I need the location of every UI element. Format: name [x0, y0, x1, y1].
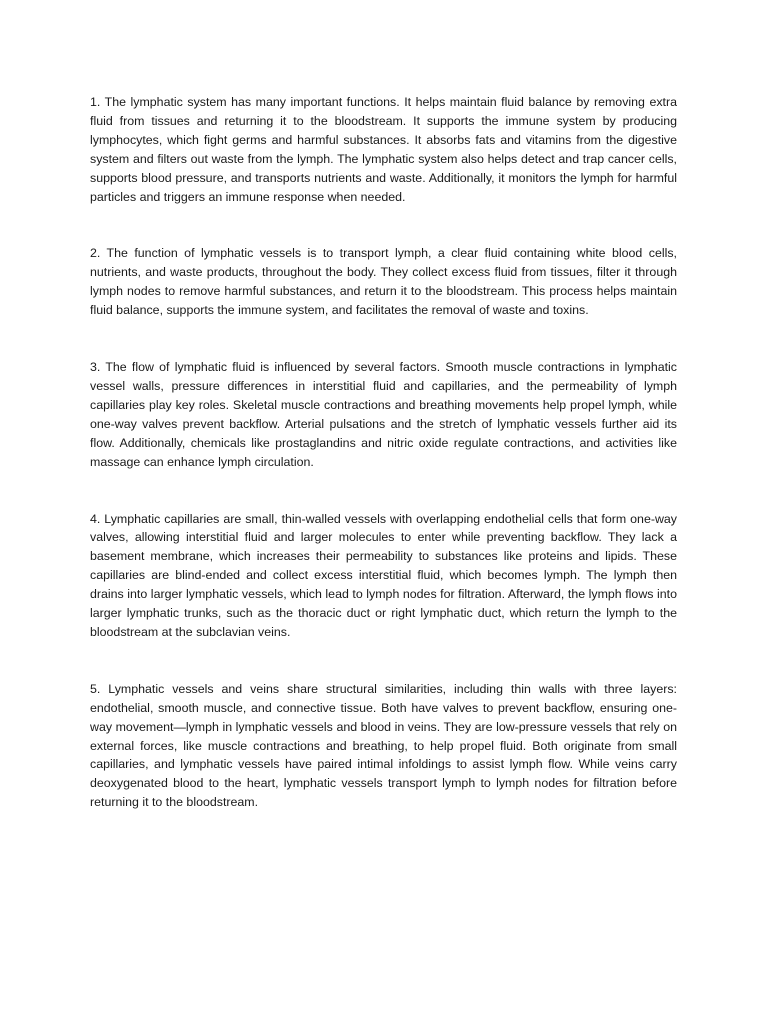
paragraph-4: 4. Lymphatic capillaries are small, thin-walled vessels with overlapping endothelial cells that form one-way valves, allowing interstitial fluid and larger molecules to enter while preventing backflow. They lack a basement membrane, which increases their permeability to substances like proteins and lipids. These capillaries are blind-ended and collect excess interstitial fluid, which becomes lymph. The lymph then drains into larger lymphatic vessels, which lead to lymph nodes for filtration. Afterward, the lymph flows into larger lymphatic trunks, such as the thoracic duct or right lymphatic duct, which return the lymph to the bloodstream at the subclavian veins. — [90, 511, 677, 639]
paragraph-5: 5. Lymphatic vessels and veins share structural similarities, including thin walls with three layers: endothelial, smooth muscle, and connective tissue. Both have valves to prevent backflow, ensuring one-way movement—lymph in lymphatic vessels and blood in veins. They are low-pressure vessels that rely on external forces, like muscle contractions and breathing, to help propel fluid. Both originate from small capillaries, and lymphatic vessels have paired intimal infoldings to assist lymph flow. While veins carry deoxygenated blood to the heart, lymphatic vessels transport lymph to lymph nodes for filtration before returning it to the bloodstream. — [90, 681, 677, 810]
paragraph-1: 1. The lymphatic system has many important functions. It helps maintain fluid balance by removing extra fluid from tissues and returning it to the bloodstream. It supports the immune system by producing lymphocytes, which fight germs and harmful substances. It absorbs fats and vitamins from the digestive system and filters out waste from the lymph. The lymphatic system also helps detect and trap cancer cells, supports blood pressure, and transports nutrients and waste. Additionally, it monitors the lymph for harmful particles and triggers an immune response when needed. — [90, 95, 677, 204]
paragraph-3: 3. The flow of lymphatic fluid is influenced by several factors. Smooth muscle contractions in lymphatic vessel walls, pressure differences in interstitial fluid and capillaries, and the permeability of lymph capillaries play key roles. Skeletal muscle contractions and breathing movements help propel lymph, while one-way valves prevent backflow. Arterial pulsations and the stretch of lymphatic vessels further aid its flow. Additionally, chemicals like prostaglandins and nitric oxide regulate contractions, and activities like massage can enhance lymph circulation. — [90, 360, 677, 469]
paragraph-2: 2. The function of lymphatic vessels is to transport lymph, a clear fluid containing white blood cells, nutrients, and waste products, throughout the body. They collect excess fluid from tissues, filter it through lymph nodes to remove harmful substances, and return it to the bloodstream. This process helps maintain fluid balance, supports the immune system, and facilitates the removal of waste and toxins. — [90, 246, 677, 318]
document-body — [90, 93, 677, 850]
